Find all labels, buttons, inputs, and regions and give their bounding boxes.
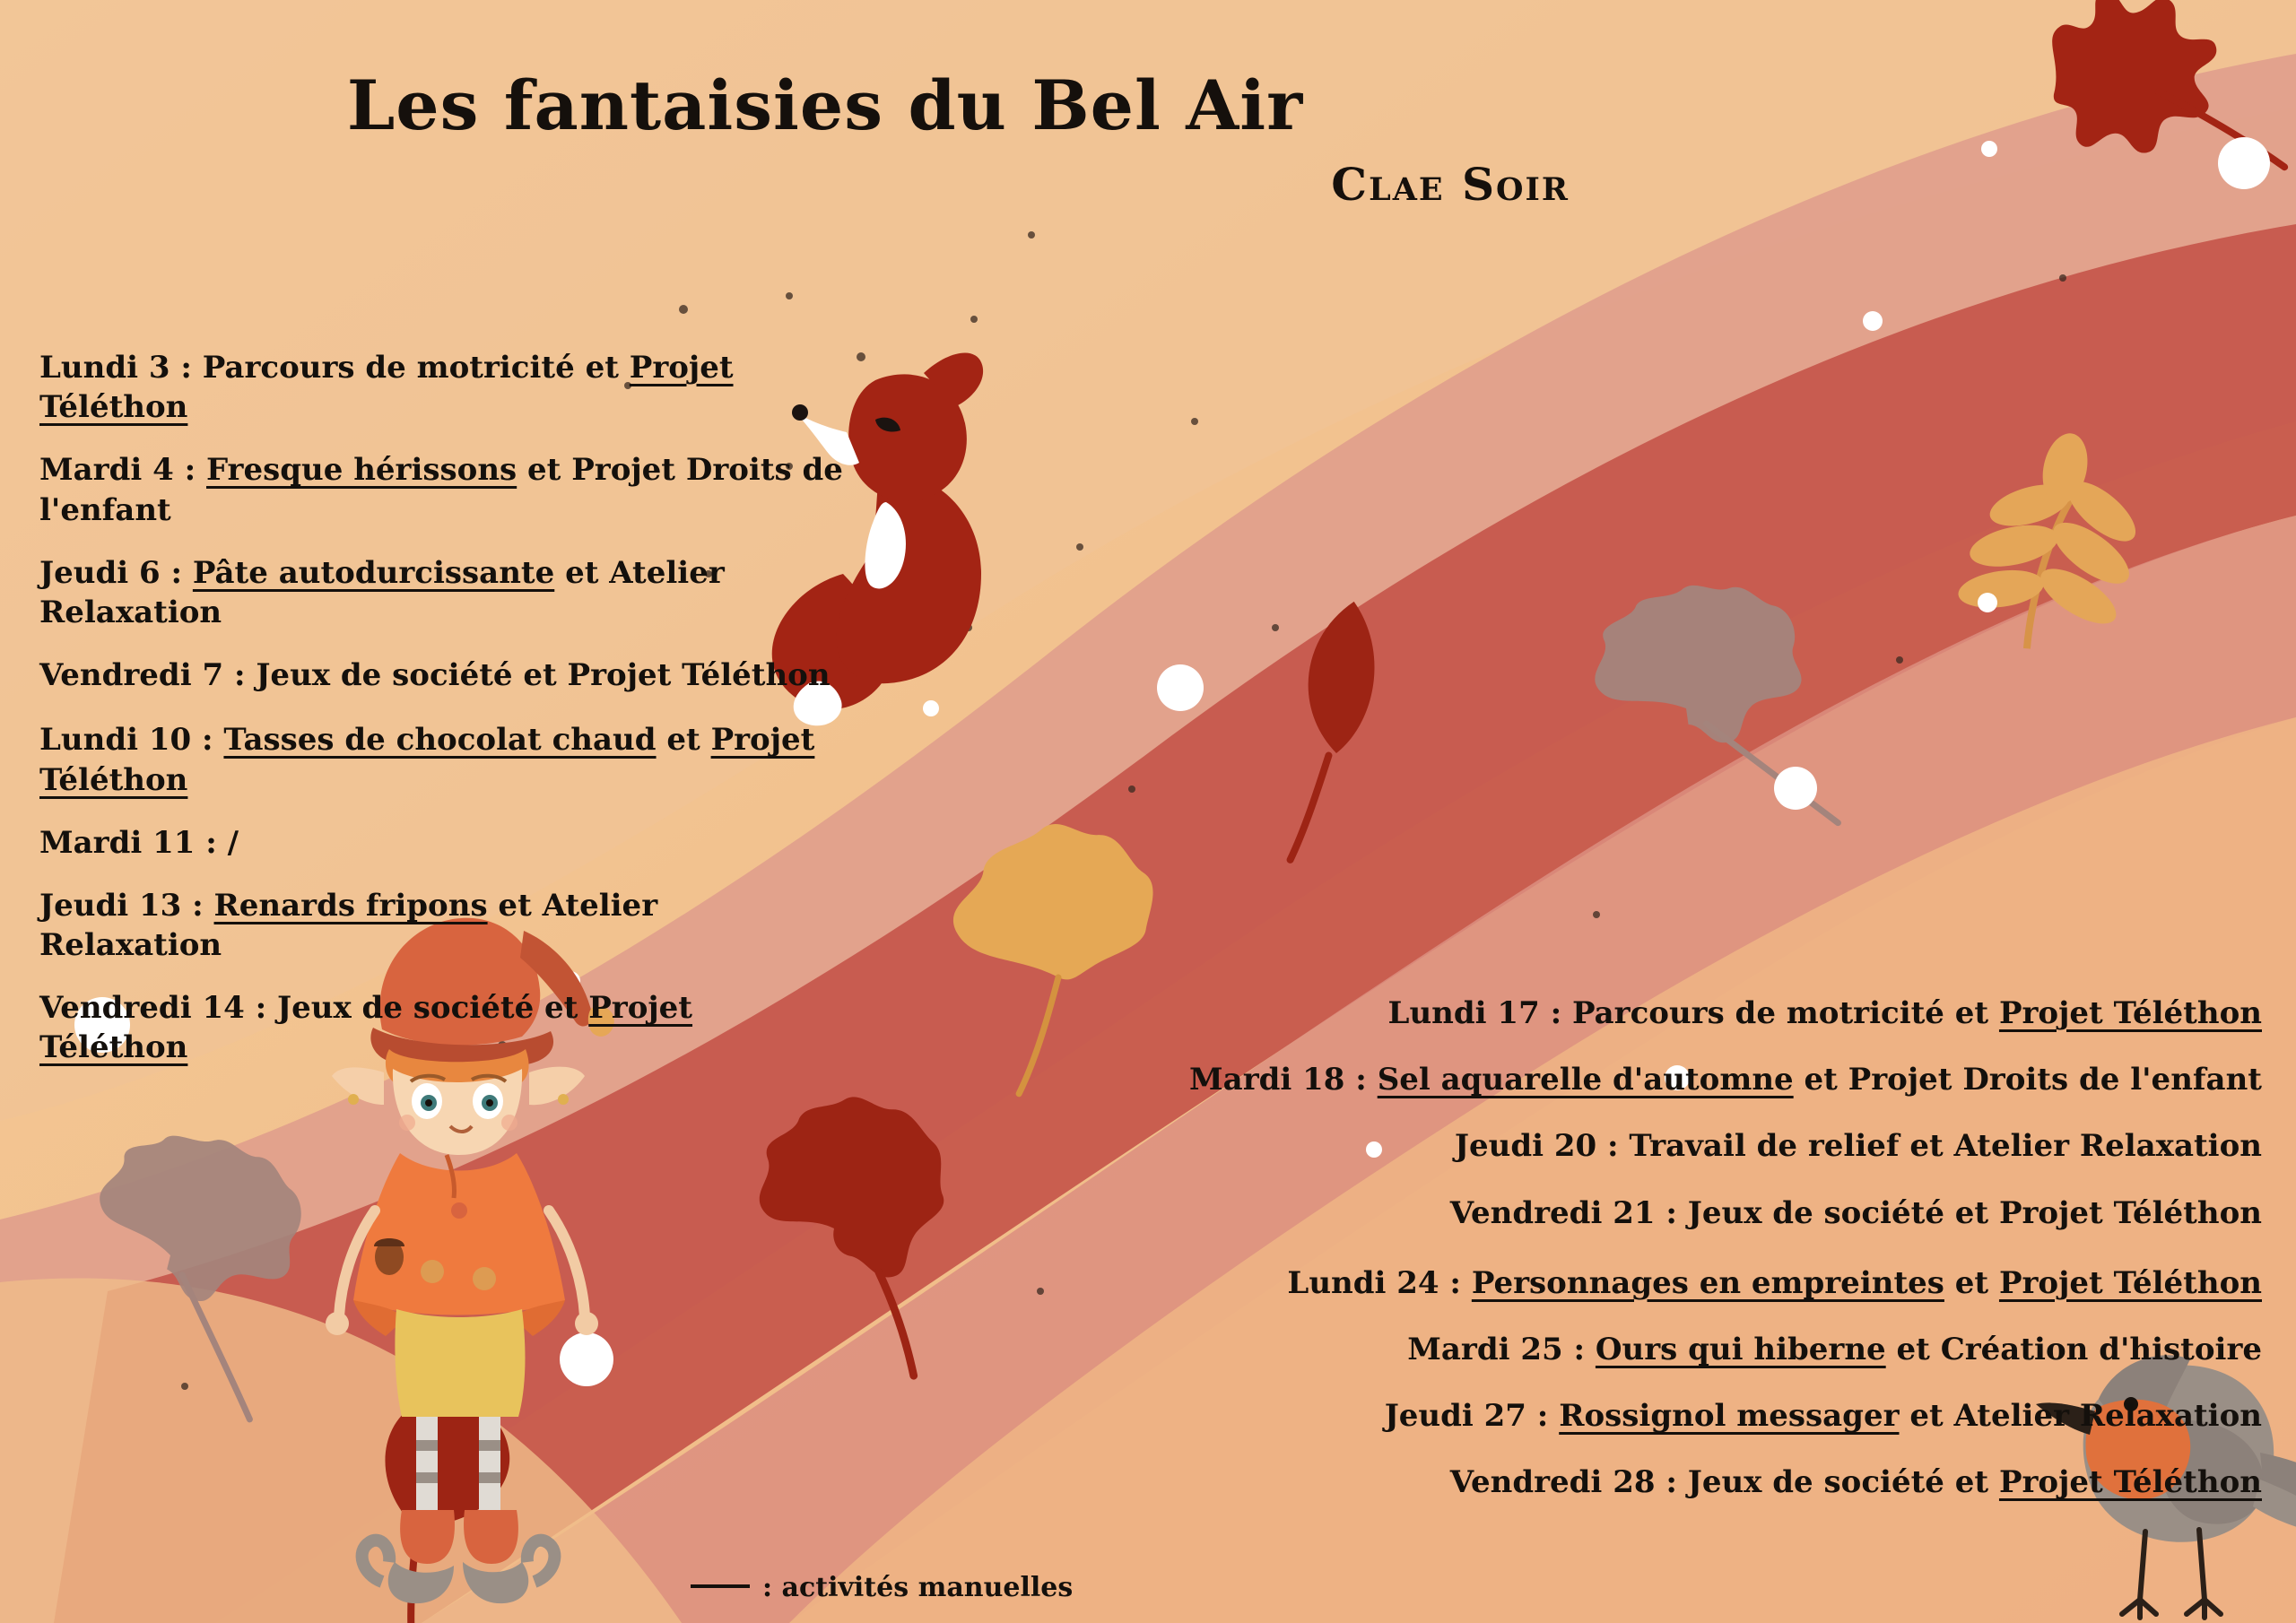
entry-date: Jeudi 20 :: [1454, 1128, 1630, 1165]
entry-text: Jeux de société et Projet Téléthon: [256, 657, 831, 694]
entry-manual-activity: Ours qui hiberne: [1595, 1331, 1886, 1367]
legend-underline-sample: [691, 1584, 750, 1588]
entry-text: et Atelier Relaxation: [39, 887, 658, 964]
list-item: [1114, 1330, 2262, 1369]
entry-text: Jeux de société et: [277, 990, 589, 1027]
entry-date: Vendredi 21 :: [1449, 1194, 1688, 1231]
entry-text: et Atelier Relaxation: [1899, 1398, 2262, 1435]
entry-date: Lundi 10 :: [39, 722, 224, 759]
list-item: [39, 988, 847, 1067]
entry-date: Mardi 4 :: [39, 452, 206, 489]
list-item: [39, 553, 847, 632]
list-item: [39, 720, 847, 799]
page-subtitle: Clae Soir: [1331, 157, 1570, 211]
entry-manual-activity: Projet Téléthon: [1998, 995, 2262, 1031]
entry-text: et Atelier Relaxation: [39, 554, 725, 630]
entry-manual-activity: Pâte autodurcissante: [192, 554, 555, 591]
entry-date: Jeudi 27 :: [1384, 1398, 1560, 1435]
entry-date: Vendredi 28 :: [1449, 1464, 1688, 1501]
list-item: [1114, 1396, 2262, 1436]
entry-manual-activity: Personnages en empreintes: [1471, 1264, 1944, 1301]
list-item: [39, 886, 847, 965]
entry-text: et Création d'histoire: [1885, 1331, 2262, 1367]
list-item: [39, 823, 847, 863]
entry-date: Jeudi 13 :: [39, 887, 214, 924]
entry-text: Parcours de motricité et: [202, 350, 630, 386]
entry-manual-activity: Renards fripons: [213, 887, 488, 924]
entry-date: Mardi 18 :: [1189, 1062, 1378, 1098]
list-item: [39, 348, 847, 427]
entry-text: et: [656, 722, 711, 759]
entry-text: Jeux de société et Projet Téléthon: [1687, 1194, 2262, 1231]
entry-text: et Projet Droits de l'enfant: [39, 452, 843, 528]
entry-text: Travail de relief et Atelier Relaxation: [1629, 1128, 2262, 1165]
list-item: [1114, 1060, 2262, 1099]
entry-date: Mardi 25 :: [1407, 1331, 1596, 1367]
entry-manual-activity-2: Projet Téléthon: [39, 990, 693, 1066]
schedule-right-column: [1114, 994, 2262, 1530]
entry-text: Jeux de société et: [1687, 1464, 1999, 1501]
entry-date: Lundi 3 :: [39, 350, 203, 386]
entry-text: Parcours de motricité et: [1571, 995, 1999, 1031]
legend-label: : activités manuelles: [762, 1572, 1074, 1603]
entry-manual-activity: Tasses de chocolat chaud: [223, 722, 657, 759]
schedule-left-column: [39, 348, 847, 1091]
entry-date: Jeudi 6 :: [39, 554, 193, 591]
entry-text: et: [1944, 1264, 1999, 1301]
entry-date: Vendredi 7 :: [39, 657, 257, 694]
schedule-group-week3: [1114, 994, 2262, 1233]
entry-date: Lundi 17 :: [1387, 995, 1572, 1031]
schedule-group-week4: [1114, 1263, 2262, 1503]
entry-date: Mardi 11 : /: [39, 824, 239, 861]
entry-manual-activity: Fresque hérissons: [206, 452, 517, 489]
list-item: [1114, 1462, 2262, 1502]
list-item: [39, 450, 847, 529]
entry-manual-activity: Projet Téléthon: [39, 350, 734, 426]
legend: [691, 1572, 1073, 1603]
list-item: [1114, 1193, 2262, 1233]
list-item: [1114, 994, 2262, 1033]
title-block: [0, 65, 1650, 211]
entry-text: et Projet Droits de l'enfant: [1793, 1062, 2262, 1098]
list-item: [1114, 1126, 2262, 1166]
entry-manual-activity-2: Projet Téléthon: [1998, 1464, 2262, 1501]
schedule-group-week2: [39, 720, 847, 1067]
entry-manual-activity: Sel aquarelle d'automne: [1377, 1062, 1794, 1098]
schedule-group-week1: [39, 348, 847, 695]
entry-date: Vendredi 14 :: [39, 990, 277, 1027]
entry-manual-activity-2: Projet Téléthon: [1998, 1264, 2262, 1301]
entry-date: Lundi 24 :: [1287, 1264, 1472, 1301]
entry-manual-activity-2: Projet Téléthon: [39, 722, 815, 798]
list-item: [1114, 1263, 2262, 1303]
page-title: Les fantaisies du Bel Air: [346, 65, 1304, 145]
entry-manual-activity: Rossignol messager: [1559, 1398, 1900, 1435]
list-item: [39, 655, 847, 695]
